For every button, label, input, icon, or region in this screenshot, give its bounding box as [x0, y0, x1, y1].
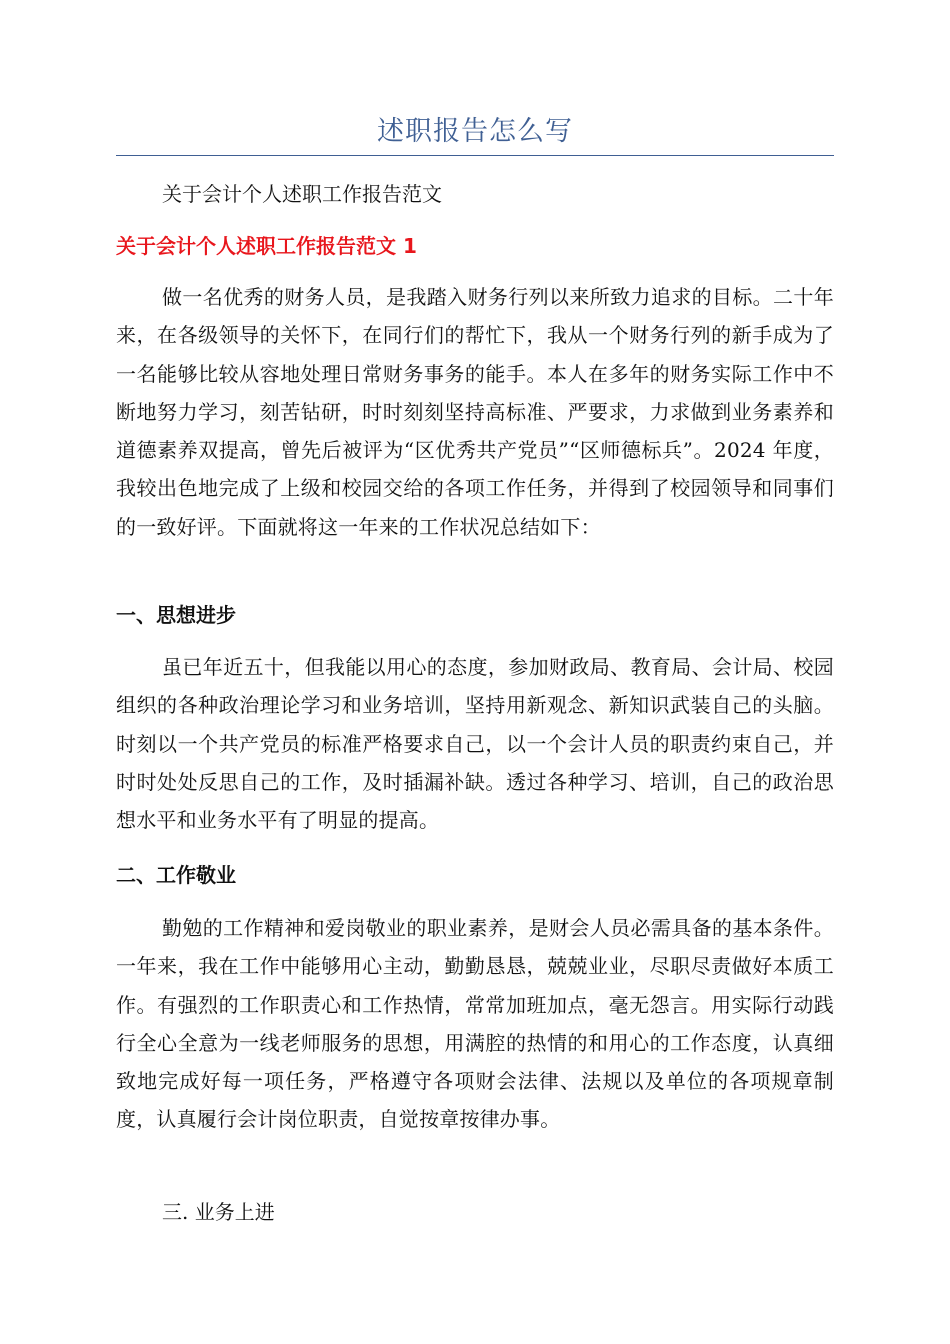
section-body-thought: 虽已年近五十，但我能以用心的态度，参加财政局、教育局、会计局、校园组织的各种政治理论学习和业务培训，坚持用新观念、新知识武装自己的头脑。时刻以一个共产党员的标准严格要求自己，以一个会计人员的职责约束自己，并时时处处反思自己的工作，及时插漏补缺。透过各种学习、培训，自己的政治思想水平和业务水平有了明显的提高。	[116, 655, 834, 833]
title-divider	[116, 155, 834, 156]
section-heading-business: 三. 业务上进	[162, 1200, 275, 1224]
section-body-dedication: 勤勉的工作精神和爱岗敬业的职业素养，是财会人员必需具备的基本条件。一年来，我在工作中能够用心主动，勤勤恳恳，兢兢业业，尽职尽责做好本质工作。有强烈的工作职责心和工作热情，常常加班加点，毫无怨言。用实际行动践行全心全意为一线老师服务的思想，用满腔的热情的和用心的工作态度，认真细致地完成好每一项任务，严格遵守各项财会法律、法规以及单位的各项规章制度，认真履行会计岗位职责，自觉按章按律办事。	[116, 916, 834, 1132]
document-subtitle: 关于会计个人述职工作报告范文	[162, 182, 442, 206]
intro-paragraph: 做一名优秀的财务人员，是我踏入财务行列以来所致力追求的目标。二十年来，在各级领导的关怀下，在同行们的帮忙下，我从一个财务行列的新手成为了一名能够比较从容地处理日常财务事务的能手。本人在多年的财务实际工作中不断地努力学习，刻苦钻研，时时刻刻坚持高标准、严要求，力求做到业务素养和道德素养双提高，曾先后被评为“区优秀共产党员”“区师德标兵”。2024 年度，我较出色地完成了上级和校园交给的各项工作任务，并得到了校园领导和同事们的一致好评。下面就将这一年来的工作状况总结如下：	[116, 285, 834, 539]
document-title: 述职报告怎么写	[377, 116, 573, 147]
article-heading: 关于会计个人述职工作报告范文 1	[116, 234, 417, 258]
document-page	[116, 0, 834, 1344]
section-heading-dedication: 二、工作敬业	[116, 863, 236, 887]
section-heading-thought: 一、思想进步	[116, 603, 236, 627]
